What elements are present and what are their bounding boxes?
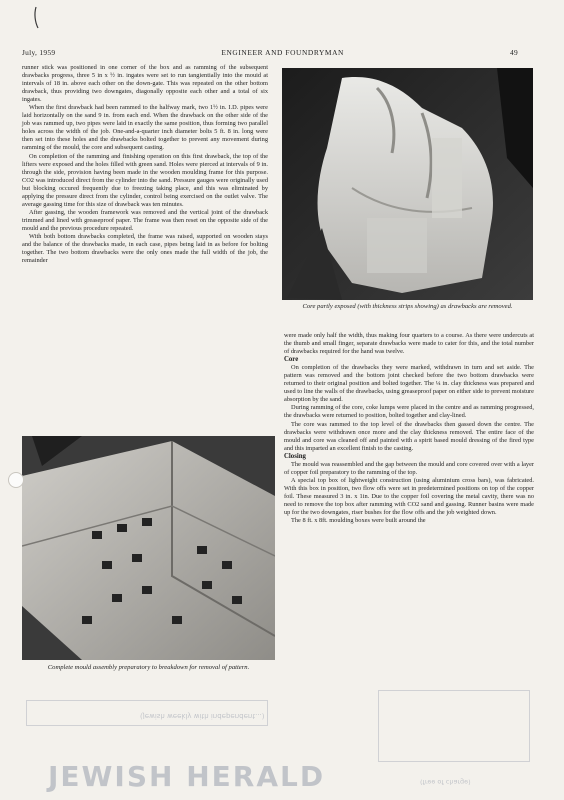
left-column-text xyxy=(22,64,268,265)
paragraph: During ramming of the core, coke lumps were placed in the centre and as ramming progressed, the drawbacks were returned to position, bolted together and clay-lined. xyxy=(284,404,534,420)
paragraph: The 8 ft. x 8ft. moulding boxes were built around the xyxy=(291,517,426,525)
caption-mould-assembly: Complete mould assembly preparatory to breakdown for removal of pattern. xyxy=(47,664,250,671)
photo-mould-assembly xyxy=(22,436,275,660)
paragraph: With both bottom drawbacks completed, the frame was raised, supported on wooden stays and the balance of the drawbacks made, in each case, pipes being laid in as before for bolting together. The two bottom drawbacks were the only ones made the full width of the job, the remainder xyxy=(22,232,268,265)
section-heading-core: Core xyxy=(284,356,299,364)
paragraph: On completion of the ramming and finishing operation on this first drawback, the top of the lifters were exposed and the holes filled with green sand. Holes were pierced at intervals of 9 in. through the side, provision having been made in the wooden moulding frame for this purpose. CO2 was introduced direct from the cylinder into the sand. Pressure gauges were originally used but blocking occured frequently due to freezing taking place, and this was eliminated by applying the pressure direct from the cylinder, control being exercised on the outlet valve. The average gassing time for this size of drawback was ten minutes. xyxy=(22,152,268,208)
bleed-through-line: (Jewish weekly with independent...) xyxy=(140,712,265,720)
paragraph: The core was rammed to the top level of the drawbacks then gassed down the centre. The drawbacks were withdrawn once more and the clay thickness removed. The entire face of the mould and core was cleaned off and painted with a spirit based mould dressing of the fired type and this imparted an excellent finish to the casting. xyxy=(284,420,534,452)
paragraph: runner stick was positioned in one corner of the box and as ramming of the subsequent drawbacks progress, three 5 in x ½ in. ingates were set to run tangientially into the mouid at intervals of 18 in. above each other on the down-gate. This was repeated on the other bottom drawback, thus providing two downgates, diagonally opposite each other and a total of six ingates. xyxy=(22,64,268,104)
bleed-through-line: (free of charge) xyxy=(420,778,471,786)
right-column-text xyxy=(284,332,534,525)
paragraph: were made only half the width, thus making four quarters to a course. As there were undercuts at the thumb and small finger, separate drawbacks were made to cater for this, and the total number of drawbacks required for the hand was twelve. xyxy=(284,332,534,356)
photo-core-exposed-image xyxy=(282,68,533,300)
paragraph: A special top box of lightweight construction (using aluminium cross bars), was fabricated. With this box in position, two flow offs were set in predetermined positions on top of the copper foil. These measured 3 in. x 1in. Due to the copper foil covering the metal cavity, there was no need to remove the top box after ramming with CO2 sand and gassing. Runner basins were made up for the two downgates, riser bushes for the flow offs and the job weighted down. xyxy=(284,476,534,517)
pencil-mark xyxy=(32,6,42,30)
running-header xyxy=(22,48,518,57)
bleed-through-box xyxy=(378,690,530,762)
photo-core-exposed xyxy=(282,68,533,300)
photo-mould-assembly-image xyxy=(22,436,275,660)
section-heading-closing: Closing xyxy=(284,452,306,460)
bleed-through-box xyxy=(26,700,268,726)
caption-core-exposed: Core partly exposed (with thickness strips showing) as drawbacks are removed. xyxy=(302,303,513,310)
issue-date: July, 1959 xyxy=(22,48,56,57)
paragraph: After gassing, the wooden framework was removed and the vertical joint of the drawback trimmed and lined with greaseproof paper. The frame was then reset on the opposite side of the mould and the previous procedure repeated. xyxy=(22,208,268,232)
paragraph: On completion of the drawbacks they were marked, withdrawn in turn and set aside. The pattern was removed and the bottom joint checked before the two bottom drawbacks were returned to their original position and bolted together. The ¼ in. clay thickness was prepared and used to line the walls of the drawbacks, using greaseproof paper on either side to prevent moisture absorption by the sand. xyxy=(284,364,534,404)
page-number: 49 xyxy=(510,48,518,57)
binder-punch-hole xyxy=(8,472,24,488)
paragraph: When the first drawback had been rammed to the halfway mark, two 1½ in. I.D. pipes were laid horizontally on the sand 9 in. from each end. When the drawback on the other side of the job was rammed up, two pipes were laid in exactly the same position, thus forming two parallel holes across the width of the job. One-and-a-quarter inch diameter bolts 5 ft. 8 in. long were then set into these holes and the drawbacks bolted together to prevent any movement during ramming of the mould, the core and subsequent casting. xyxy=(22,104,268,152)
paragraph: The mould was reassembled and the gap between the mould and core covered over with a layer of copper foil preparatory to the ramming of the top. xyxy=(284,460,534,476)
bleed-through-masthead: JEWISH HERALD xyxy=(48,760,326,793)
journal-title: ENGINEER AND FOUNDRYMAN xyxy=(221,48,344,57)
